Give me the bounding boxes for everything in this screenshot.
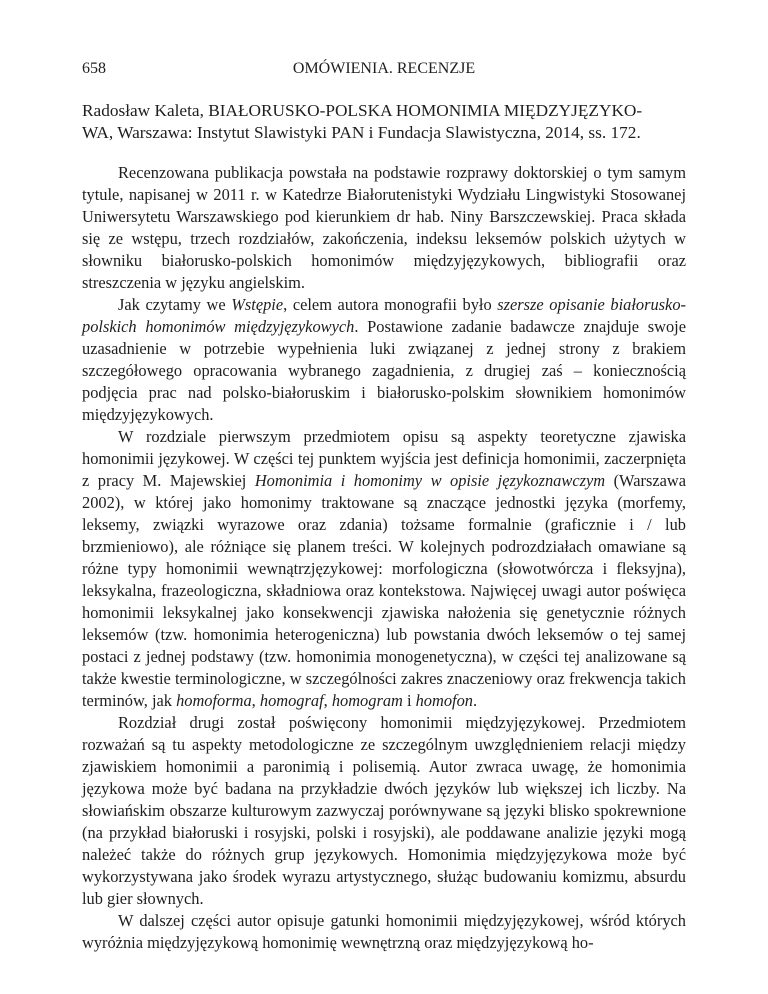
text-run: . Postawione zadanie badawcze znajduje swoje uzasadnienie w potrzebie wypełnienia luki związanej z jednej strony z brakiem szczegółowego opracowania wybranego zagadnienia, z drugiej zaś – koniecznością podjęcia prac nad polsko-białoruskim i białorusko-polskim słownikiem homonimów międzyjęzykowych. bbox=[82, 317, 686, 424]
bibliographic-heading-line-2: WA, Warszawa: Instytut Slawistyki PAN i Fundacja Slawistyczna, 2014, ss. 172. bbox=[82, 123, 641, 142]
italic-term: homogram bbox=[331, 691, 403, 710]
italic-term: homoforma bbox=[176, 691, 252, 710]
text-run: , bbox=[323, 691, 332, 710]
italic-term: Wstępie bbox=[231, 295, 284, 314]
text-run: (Warszawa 2002), w której jako homonimy traktowane są znaczące jednostki języka (morfemy, leksemy, związki wyrazowe oraz zdania) tożsame formalnie (graficznie i / lub brzmieniowo), ale różniące się planem treści. W kolejnych podrozdziałach omawiane są różne typy homonimii wewnątrzjęzykowej: morfologiczna (słowotwórcza i fleksyjna), leksykalna, frazeologiczna, składniowa oraz kontekstowa. Najwięcej uwagi autor poświęca homonimii leksykalnej jako konsekwencji zjawiska nałożenia się genetycznie różnych leksemów (tzw. homonimia heterogeniczna) lub powstania dwóch leksemów o tej samej postaci z jednej podstawy (tzw. homonimia monogenetyczna), w części tej analizowane są także kwestie terminologiczne, w szczególności zakres znaczeniowy oraz frekwencja takich terminów, jak bbox=[82, 471, 686, 710]
paragraph-1: Recenzowana publikacja powstała na podstawie rozprawy doktorskiej o tym samym tytule, napisanej w 2011 r. w Katedrze Białorutenistyki Wydziału Lingwistyki Stosowanej Uniwersytetu Warszawskiego pod kierunkiem dr hab. Niny Barszczewskiej. Praca składa się ze wstępu, trzech rozdziałów, zakończenia, indeksu leksemów polskich użytych w słowniku białorusko-polskich homonimów międzyjęzykowych, bibliografii oraz streszczenia w języku angielskim. bbox=[82, 163, 686, 292]
italic-title: Homonimia i homonimy w opisie językoznawczym bbox=[254, 471, 606, 490]
italic-term: homofon bbox=[415, 691, 473, 710]
running-header: OMÓWIENIA. RECENZJE bbox=[292, 60, 476, 77]
paragraph-5: W dalszej części autor opisuje gatunki homonimii międzyjęzykowej, wśród których wyróżnia międzyjęzykową homonimię wewnętrzną oraz międzyjęzykową ho- bbox=[82, 911, 686, 952]
italic-term: homograf bbox=[259, 691, 324, 710]
italic-term: szersze opisanie białorusko-polskich homonimów międzyjęzykowych bbox=[82, 295, 686, 336]
text-run: i bbox=[402, 691, 416, 710]
paragraph-3 bbox=[82, 426, 686, 712]
body-text bbox=[82, 162, 686, 954]
page-number: 658 bbox=[82, 60, 106, 77]
text-run: , bbox=[251, 691, 260, 710]
bibliographic-heading bbox=[82, 100, 686, 144]
text-run: . bbox=[472, 691, 478, 710]
paragraph-4: Rozdział drugi został poświęcony homonimii międzyjęzykowej. Przedmiotem rozważań są tu aspekty metodologiczne ze szczególnym uwzględnieniem relacji między zjawiskiem homonimii a paronimią i polisemią. Autor zwraca uwagę, że homonimia językowa może być badana na przykładzie dwóch języków lub większej ich liczby. Na słowiańskim obszarze kulturowym zazwyczaj porównywane są języki blisko spokrewnione (na przykład białoruski i rosyjski, polski i rosyjski), ale poddawane analizie języki mogą należeć także do różnych grup językowych. Homonimia międzyjęzykowa może być wykorzystywana jako środek wyrazu artystycznego, służąc budowaniu komizmu, absurdu lub gier słownych. bbox=[82, 713, 686, 908]
paragraph-2 bbox=[82, 294, 686, 426]
text-run: , celem autora monografii było bbox=[283, 295, 498, 314]
text-run: W rozdziale pierwszym przedmiotem opisu są aspekty teoretyczne zjawiska homonimii językowej. W części tej punktem wyjścia jest definicja homonimii, zaczerpnięta z pracy M. Majewskiej bbox=[82, 427, 686, 490]
bibliographic-heading-line-1: Radosław Kaleta, BIAŁORUSKO-POLSKA HOMONIMIA MIĘDZYJĘZYKO- bbox=[82, 101, 643, 120]
text-run: Jak czytamy we bbox=[118, 295, 232, 314]
